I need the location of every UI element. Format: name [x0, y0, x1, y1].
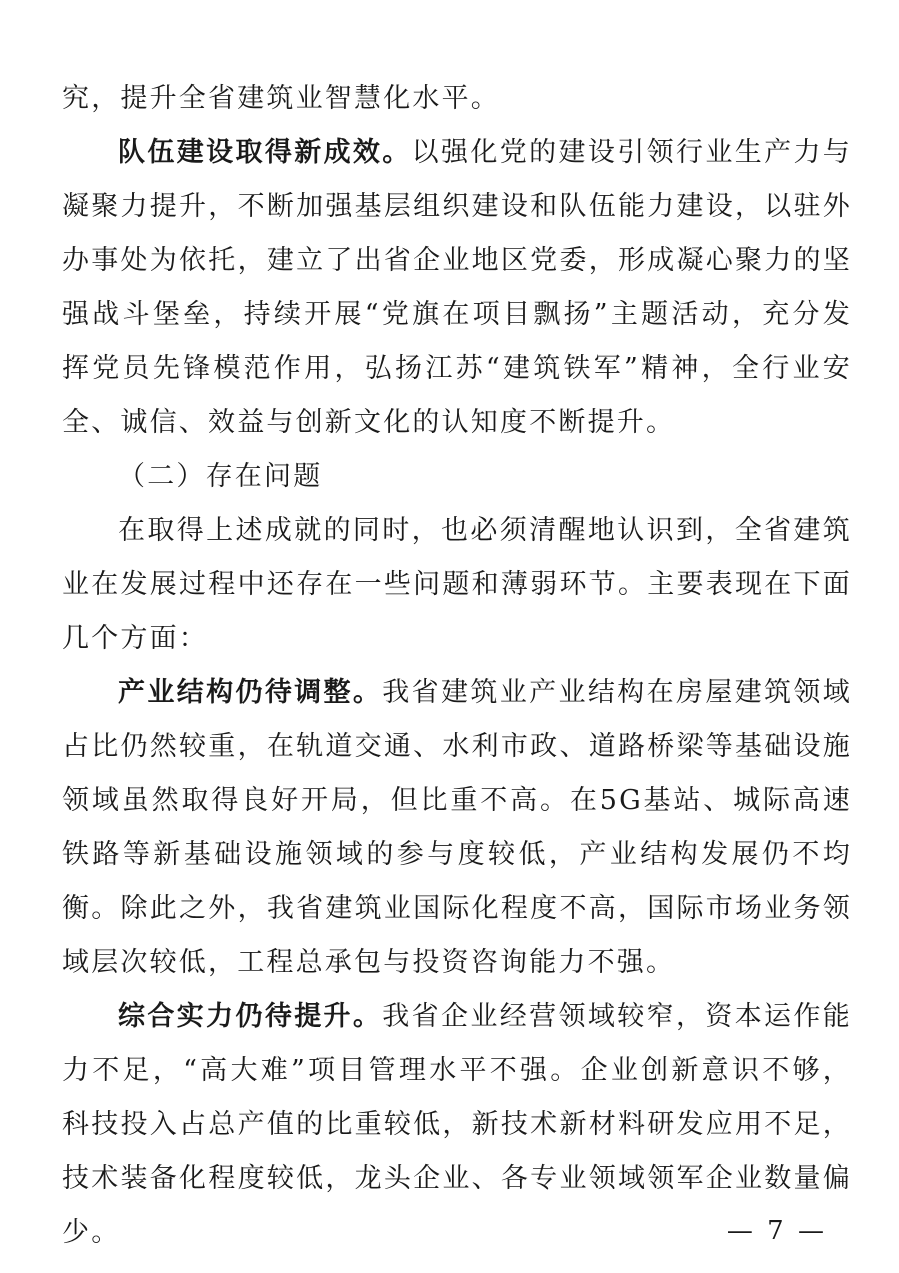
paragraph-lead: 综合实力仍待提升。: [118, 1001, 383, 1032]
paragraph-problems-intro: [62, 504, 852, 666]
paragraph-text: 究，提升全省建筑业智慧化水平。: [62, 83, 500, 114]
paragraph-lead: 产业结构仍待调整。: [118, 677, 383, 708]
section-heading-text: （二）存在问题: [118, 461, 323, 492]
paragraph-text: 我省企业经营领域较窄，资本运作能力不足，“高大难”项目管理水平不强。企业创新意识不够，科技投入占总产值的比重较低，新技术新材料研发应用不足，技术装备化程度较低，龙头企业、各专业领域领军企业数量偏少。: [62, 1001, 852, 1248]
paragraph-intro-tail: [62, 72, 852, 126]
paragraph-text: 在取得上述成就的同时，也必须清醒地认识到，全省建筑业在发展过程中还存在一些问题和薄弱环节。主要表现在下面几个方面：: [62, 515, 852, 654]
page-number: — 7 —: [726, 1216, 827, 1246]
paragraph-text: 我省建筑业产业结构在房屋建筑领域占比仍然较重，在轨道交通、水利市政、道路桥梁等基础设施领域虽然取得良好开局，但比重不高。在5G基站、城际高速铁路等新基础设施领域的参与度较低，产业结构发展仍不均衡。除此之外，我省建筑业国际化程度不高，国际市场业务领域层次较低，工程总承包与投资咨询能力不强。: [62, 677, 852, 978]
paragraph-industry-structure: [62, 666, 852, 990]
section-heading: [62, 450, 852, 504]
document-page: [62, 72, 852, 1260]
paragraph-text: 以强化党的建设引领行业生产力与凝聚力提升，不断加强基层组织建设和队伍能力建设，以驻外办事处为依托，建立了出省企业地区党委，形成凝心聚力的坚强战斗堡垒，持续开展“党旗在项目飘扬”主题活动，充分发挥党员先锋模范作用，弘扬江苏“建筑铁军”精神，全行业安全、诚信、效益与创新文化的认知度不断提升。: [62, 137, 853, 438]
paragraph-team-building: [62, 126, 852, 450]
paragraph-lead: 队伍建设取得新成效。: [118, 137, 412, 168]
